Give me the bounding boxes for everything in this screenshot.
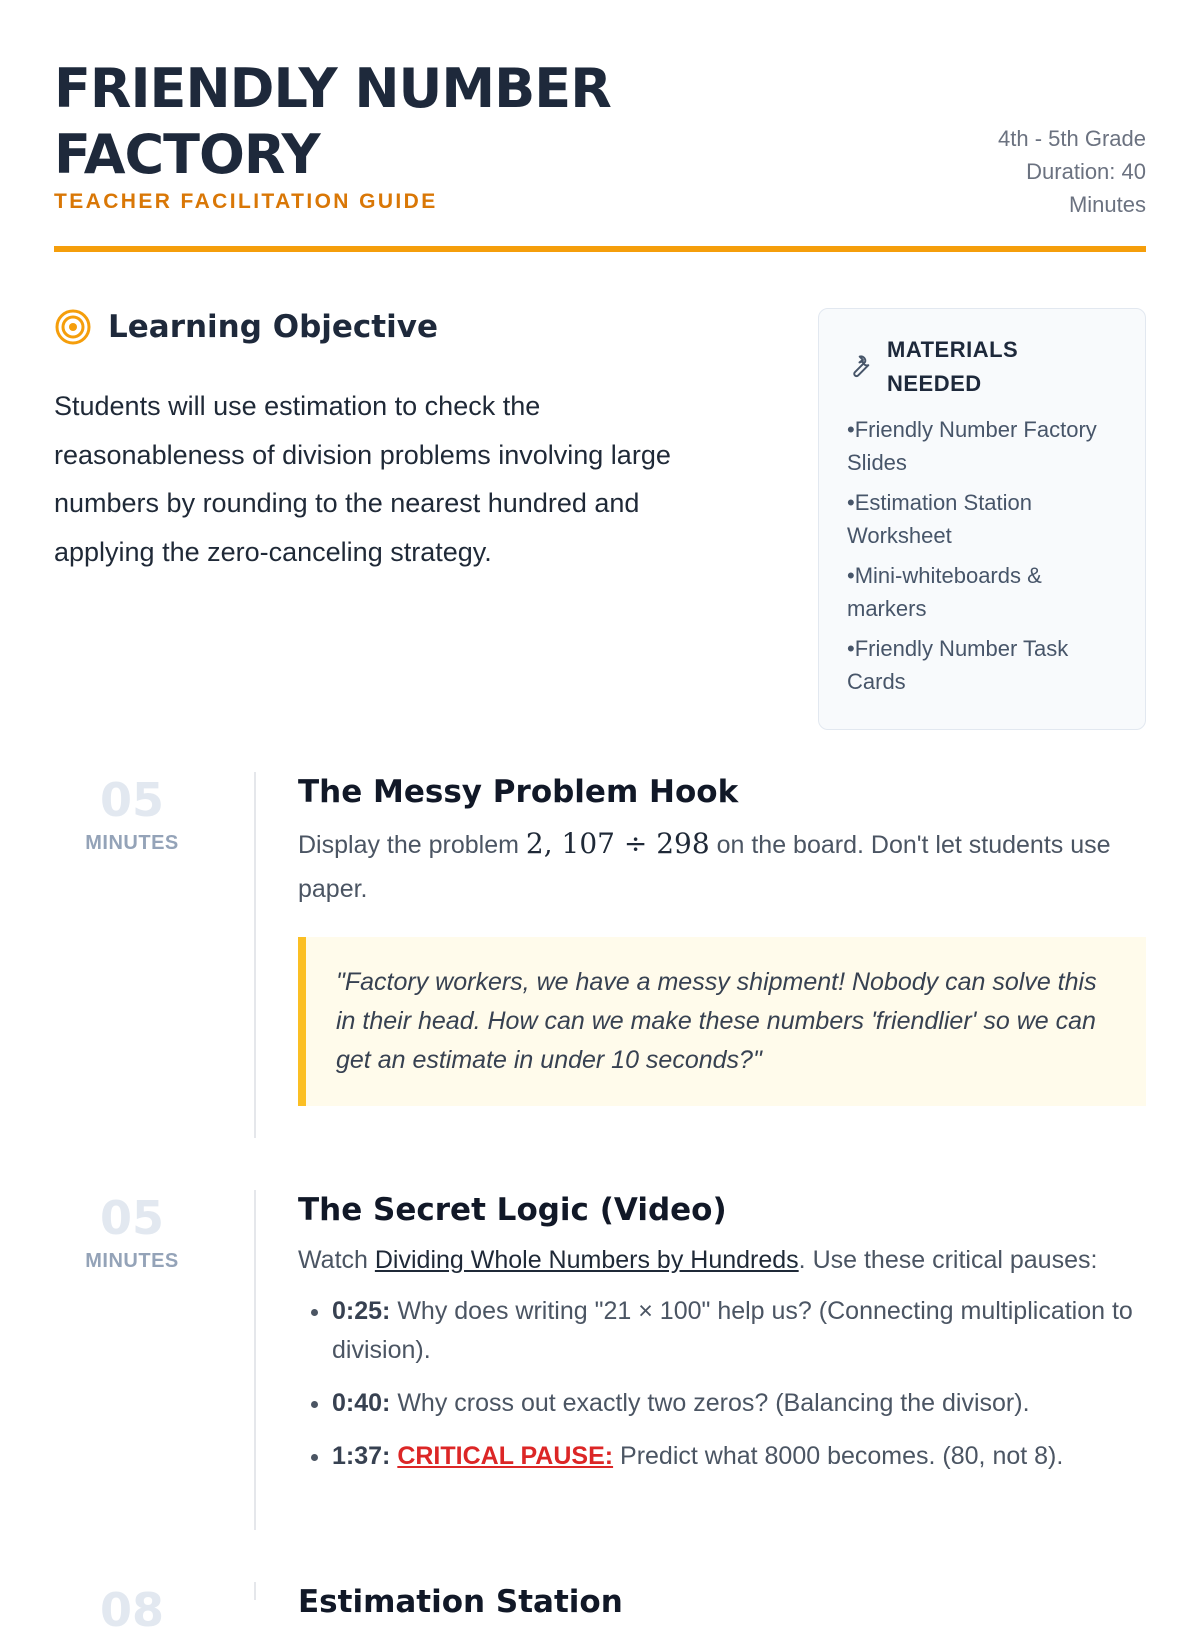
- minutes-number: 08: [99, 1583, 164, 1637]
- pause-item: [332, 1292, 1146, 1370]
- critical-pause-flag: CRITICAL PAUSE:: [397, 1442, 614, 1470]
- materials-title: MATERIALS NEEDED: [887, 337, 1019, 396]
- page-subtitle: TEACHER FACILITATION GUIDE: [54, 190, 438, 213]
- section-time: [54, 1582, 210, 1638]
- target-icon: [54, 308, 92, 346]
- section-title: The Secret Logic (Video): [298, 1192, 727, 1228]
- header: [54, 56, 1146, 252]
- section-title: The Messy Problem Hook: [298, 774, 739, 810]
- text-part: . Use these critical pauses:: [798, 1246, 1098, 1274]
- pause-item: [332, 1437, 1146, 1476]
- section-text: [298, 1240, 1146, 1280]
- section-time: [54, 1190, 210, 1273]
- objective-title: Learning Objective: [108, 309, 438, 345]
- duration-line-1: Duration: 40: [1026, 159, 1146, 184]
- lesson-meta: [998, 122, 1146, 221]
- timeline-line: [254, 772, 256, 1138]
- timestamp: 0:25:: [332, 1297, 391, 1325]
- video-link[interactable]: Dividing Whole Numbers by Hundreds: [374, 1246, 799, 1274]
- section-content: [298, 772, 1146, 1106]
- section-hook: [54, 772, 1146, 1138]
- materials-list: [847, 413, 1117, 698]
- materials-heading: [847, 333, 1117, 401]
- pause-text: Why does writing "21 × 100" help us? (Connecting multiplication to division).: [332, 1297, 1133, 1364]
- materials-item: • Estimation Station Worksheet: [847, 486, 1117, 552]
- objective-heading: [54, 308, 438, 346]
- text-part: on the board. Don't let students use paper.: [298, 831, 1111, 903]
- pause-item: [332, 1384, 1146, 1423]
- materials-item: • Friendly Number Factory Slides: [847, 413, 1117, 479]
- text-part: Display the problem: [298, 831, 526, 859]
- grade-level: 4th - 5th Grade: [998, 126, 1146, 151]
- pause-text: Predict what 8000 becomes. (80, not 8).: [613, 1442, 1064, 1470]
- minutes-label: MINUTES: [85, 832, 179, 854]
- pause-list: [298, 1292, 1146, 1476]
- minutes-label: MINUTES: [85, 1250, 179, 1272]
- wrench-icon: [847, 353, 873, 379]
- timestamp: 1:37:: [332, 1442, 391, 1470]
- pause-text: Why cross out exactly two zeros? (Balancing the divisor).: [390, 1389, 1030, 1417]
- teacher-script-quote: "Factory workers, we have a messy shipment! Nobody can solve this in their head. How can we make these numbers 'friendlier' so we can get an estimate in under 10 seconds?": [298, 937, 1146, 1106]
- timeline-line: [254, 1190, 256, 1530]
- timeline-line: [254, 1582, 256, 1600]
- materials-card: [818, 308, 1146, 730]
- text-part: Watch: [298, 1246, 375, 1274]
- page-title-line-1: FRIENDLY NUMBER: [54, 57, 611, 120]
- materials-item: • Mini-whiteboards & markers: [847, 559, 1117, 625]
- page-title-line-2: FACTORY: [54, 123, 320, 186]
- section-title: Estimation Station: [298, 1584, 623, 1620]
- math-expression: 2, 107 ÷ 298: [525, 827, 710, 860]
- header-divider: [54, 246, 1146, 252]
- section-video: [54, 1190, 1146, 1530]
- minutes-number: 05: [99, 773, 164, 827]
- objective-text: Students will use estimation to check the reasonableness of division problems involving large numbers by rounding to the nearest hundred and applying the zero-canceling strategy.: [54, 391, 671, 567]
- minutes-number: 05: [99, 1191, 164, 1245]
- section-estimation: [54, 1582, 1146, 1637]
- section-time: [54, 772, 210, 855]
- materials-item: • Friendly Number Task Cards: [847, 632, 1117, 698]
- duration-line-2: Minutes: [1068, 192, 1146, 217]
- timestamp: 0:40:: [332, 1389, 391, 1417]
- section-content: [298, 1190, 1146, 1490]
- section-text: [298, 822, 1146, 911]
- facilitation-guide-page: [54, 0, 1146, 1637]
- section-content: [298, 1582, 1146, 1622]
